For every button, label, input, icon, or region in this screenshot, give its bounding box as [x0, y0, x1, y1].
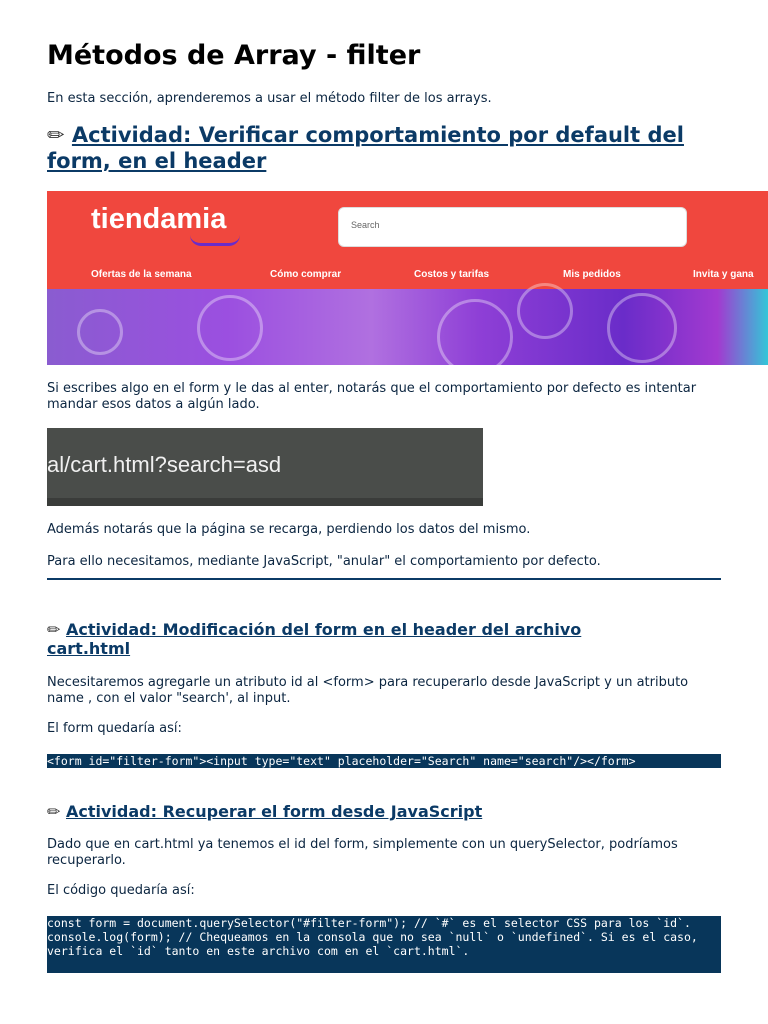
tiendamia-banner — [47, 289, 768, 365]
pencil-icon: ✏ — [47, 620, 61, 639]
tm-nav-item: Ofertas de la semana — [91, 269, 192, 280]
code-block-js: const form = document.querySelector("#filter-form"); // `#` es el selector CSS para los `id`. console.log(form); // Chequeamos en la consola que no sea `null` o `undefined`. Si es el caso, verifica el `id` tanto en este archivo com en el `cart.html`. — [47, 916, 721, 973]
activity2-heading — [47, 620, 667, 658]
page-title: Métodos de Array - filter — [47, 40, 421, 71]
decor-disc — [517, 283, 573, 339]
smile-icon — [190, 235, 240, 246]
code-block-form: <form id="filter-form"><input type="text" placeholder="Search" name="search"/></form> — [47, 754, 721, 768]
activity3-paragraph1: Dado que en cart.html ya tenemos el id del form, simplemente con un querySelector, podríamos recuperarlo. — [47, 837, 678, 868]
tm-nav-item: Costos y tarifas — [414, 269, 490, 280]
intro-text: En esta sección, aprenderemos a usar el método filter de los arrays. — [47, 91, 492, 106]
activity2-link[interactable]: Actividad: Modificación del form en el header del archivo cart.html — [47, 620, 582, 658]
tiendamia-logo: tiendamia — [91, 203, 227, 235]
activity1-paragraph3: Para ello necesitamos, mediante JavaScript, "anular" el comportamiento por defecto. — [47, 554, 601, 569]
url-bar-screenshot — [47, 428, 483, 506]
decor-disc — [197, 295, 263, 361]
activity1-paragraph2: Además notarás que la página se recarga, perdiendo los datos del mismo. — [47, 522, 531, 537]
activity1-heading — [47, 122, 721, 174]
url-text: al/cart.html?search=asd — [47, 452, 282, 477]
pencil-icon: ✏ — [47, 802, 61, 821]
tm-nav-item: Invita y gana — [693, 269, 754, 280]
decor-disc — [607, 293, 677, 363]
activity3-heading — [47, 802, 721, 821]
search-placeholder: Search — [351, 220, 380, 230]
tiendamia-search-input — [338, 207, 687, 247]
section-divider — [47, 578, 721, 580]
decor-disc — [77, 309, 123, 355]
pencil-icon: ✏ — [47, 123, 65, 147]
tiendamia-header — [47, 191, 768, 289]
activity2-paragraph2: El form quedaría así: — [47, 721, 182, 736]
tm-nav-item: Mis pedidos — [563, 269, 621, 280]
tiendamia-screenshot — [47, 191, 768, 365]
decor-disc — [437, 299, 513, 365]
activity3-paragraph2: El código quedaría así: — [47, 883, 195, 898]
tm-nav-item: Cómo comprar — [270, 269, 342, 280]
url-bar-stripe — [47, 498, 483, 506]
activity1-paragraph1: Si escribes algo en el form y le das al enter, notarás que el comportamiento por defecto es intentar mandar esos datos a algún lado. — [47, 381, 697, 412]
activity1-link[interactable]: Actividad: Verificar comportamiento por default del form, en el header — [47, 123, 684, 173]
activity3-link[interactable]: Actividad: Recuperar el form desde JavaScript — [65, 802, 483, 821]
activity2-paragraph1: Necesitaremos agregarle un atributo id al <form> para recuperarlo desde JavaScript y un atributo name , con el valor "search', al input. — [47, 675, 689, 706]
